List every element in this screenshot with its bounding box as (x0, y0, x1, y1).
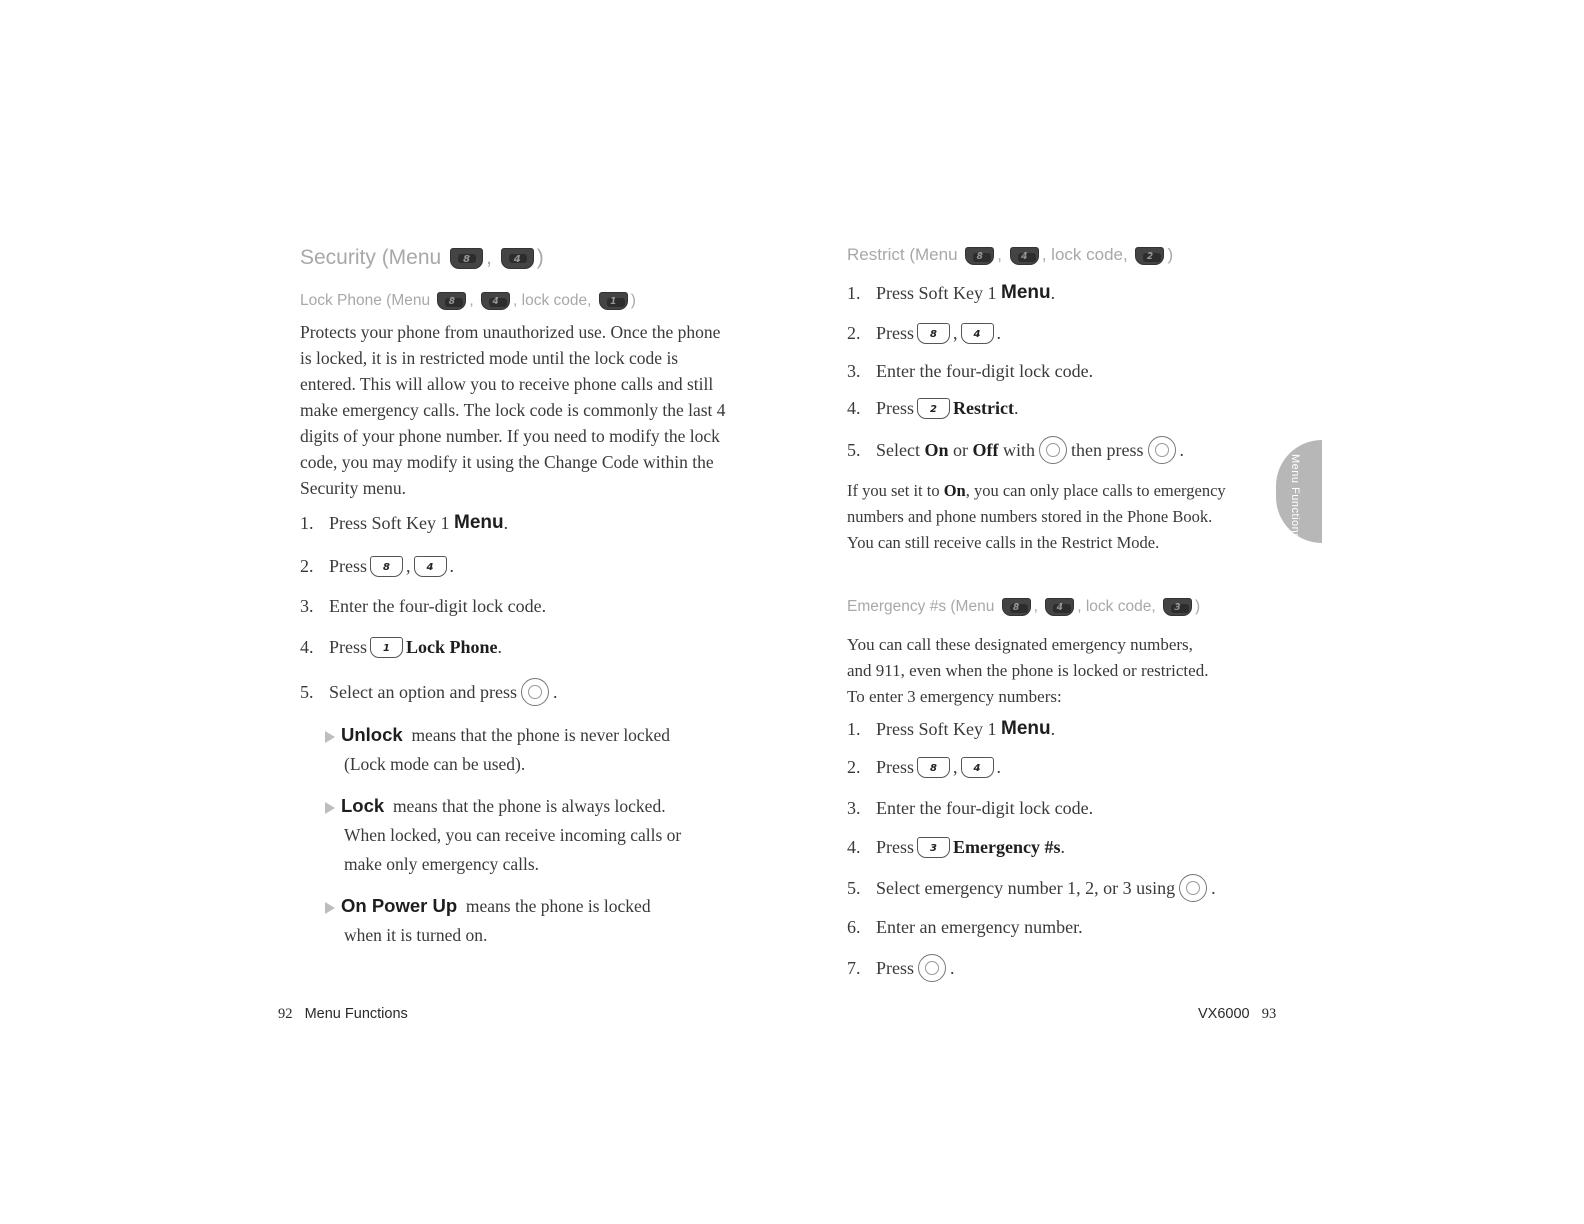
step-text: Press (876, 323, 915, 343)
step-text: Select (876, 439, 920, 460)
period: . (950, 957, 955, 978)
step-text: Select an option and press (329, 681, 517, 702)
menu-label: Menu (1001, 282, 1051, 303)
note-text: You can still receive calls in the Restrict Mode. (847, 533, 1160, 552)
footer-right (1198, 1006, 1276, 1023)
step-number: 1. (300, 512, 314, 533)
emergency-step-3 (847, 798, 1093, 819)
key-4-icon: 4 (501, 248, 534, 269)
off-label: Off (972, 439, 999, 460)
option-label: Lock (341, 795, 385, 816)
option-lock (325, 791, 745, 879)
period: . (1211, 877, 1216, 898)
restrict-step-1 (847, 282, 1055, 304)
emergency-step-1 (847, 718, 1055, 740)
key-8-icon: 8 (917, 757, 950, 778)
footer-left (278, 1006, 408, 1023)
period: . (996, 323, 1002, 343)
menu-label: Menu (1001, 718, 1051, 739)
emergency-step-4 (847, 837, 1065, 858)
sep: , (997, 245, 1002, 264)
step-number: 4. (847, 398, 861, 418)
restrict-note (847, 478, 1287, 556)
step-number: 5. (300, 681, 314, 702)
emergency-step-6 (847, 917, 1083, 938)
ok-key-icon (918, 954, 946, 982)
step-text: Select emergency number 1, 2, or 3 using (876, 877, 1176, 898)
lock-phone-title: Lock Phone (Menu (300, 292, 431, 310)
lock-step-2 (300, 556, 454, 577)
key-4-icon: 4 (961, 323, 994, 344)
emergency-step-5 (847, 874, 1216, 902)
bullet-arrow-icon (325, 902, 335, 914)
step-number: 3. (847, 798, 861, 818)
ok-key-icon (1148, 436, 1176, 464)
key-4-icon: 4 (961, 757, 994, 778)
lock-phone-heading (300, 292, 636, 310)
period: . (449, 556, 455, 576)
emergency-step-2 (847, 757, 1001, 778)
restrict-step-2 (847, 323, 1001, 344)
period: . (1060, 837, 1065, 857)
key-1-icon: 1 (370, 637, 403, 658)
step-text: Press Soft Key 1 (329, 512, 450, 533)
lock-step-3 (300, 596, 546, 617)
emergency-step-7 (847, 954, 955, 982)
close: ) (1167, 245, 1174, 264)
key-8-icon: 8 (917, 323, 950, 344)
option-label: On Power Up (341, 895, 458, 916)
period: . (1179, 439, 1184, 460)
close: ) (1194, 598, 1201, 616)
then-text: then press (1071, 439, 1144, 460)
period: . (1013, 398, 1019, 418)
step-text: Enter the four-digit lock code. (876, 798, 1094, 818)
step-text: Press (876, 757, 915, 777)
step-text: Press (876, 957, 915, 978)
period: . (1050, 718, 1056, 739)
bullet-arrow-icon (325, 802, 335, 814)
sep: , (953, 757, 958, 777)
option-label: Unlock (341, 724, 403, 745)
key-8-icon: 8 (370, 556, 403, 577)
key-4-icon: 4 (414, 556, 447, 577)
step-number: 4. (300, 637, 314, 657)
key-8-icon: 8 (1002, 598, 1031, 616)
lock-step-5 (300, 678, 557, 706)
key-3-icon: 3 (917, 837, 950, 858)
option-on-power-up (325, 891, 745, 950)
lock-phone-label: Lock Phone (406, 637, 498, 657)
emergency-title: Emergency #s (Menu (847, 598, 995, 616)
option-text: (Lock mode can be used). (344, 754, 526, 774)
note-text: , you can only place calls to emergency (965, 481, 1226, 500)
emergency-label: Emergency #s (953, 837, 1061, 857)
step-text: Press (329, 556, 368, 576)
option-text: means that the phone is never locked (411, 725, 670, 745)
security-heading (300, 246, 544, 270)
key-1-icon: 1 (599, 292, 628, 310)
step-text: Enter the four-digit lock code. (876, 361, 1094, 381)
intro-text: and 911, even when the phone is locked or restricted. (847, 661, 1209, 680)
key-4-icon: 4 (481, 292, 510, 310)
option-text: when it is turned on. (344, 925, 488, 945)
restrict-label: Restrict (953, 398, 1014, 418)
sep: , lock code, (1077, 598, 1156, 616)
restrict-step-4 (847, 398, 1018, 419)
sep: , (1033, 598, 1038, 616)
sep: , lock code, (513, 292, 592, 310)
step-text: Press (329, 637, 368, 657)
key-8-icon: 8 (965, 247, 994, 265)
footer-label: Menu Functions (304, 1006, 408, 1022)
sep: , (406, 556, 411, 576)
page-number: 92 (278, 1006, 293, 1022)
key-4-icon: 4 (1045, 598, 1074, 616)
period: . (1050, 282, 1056, 303)
period: . (552, 681, 558, 702)
step-text: Press Soft Key 1 (876, 718, 997, 739)
option-text: When locked, you can receive incoming calls or (344, 825, 682, 845)
emergency-intro (847, 632, 1297, 710)
step-text: Enter an emergency number. (876, 917, 1083, 937)
key-3-icon: 3 (1163, 598, 1192, 616)
period: . (996, 757, 1002, 777)
comma: , (486, 246, 492, 269)
on-label: On (924, 439, 949, 460)
option-text: means the phone is locked (465, 896, 651, 916)
step-number: 5. (847, 877, 861, 898)
lock-step-1 (300, 512, 508, 534)
step-number: 2. (300, 556, 314, 576)
step-number: 6. (847, 917, 861, 937)
step-number: 5. (847, 439, 861, 460)
intro-text: You can call these designated emergency numbers, (847, 635, 1193, 654)
step-text: Press (876, 837, 915, 857)
note-text: If you set it to (847, 481, 940, 500)
emergency-heading (847, 598, 1200, 616)
menu-label: Menu (454, 512, 504, 533)
step-number: 3. (300, 596, 314, 616)
page-number: 93 (1261, 1006, 1277, 1022)
lock-phone-description: Protects your phone from unauthorized use. Once the phone is locked, it is in restricted mode until the lock code is entered. This will allow you to receive phone calls and still make emergency calls. The lock code is commonly the last 4 digits of your phone number. If you need to modify the lock code, you may modify it using the Change Code within the Security menu. (300, 322, 726, 498)
option-unlock (325, 720, 745, 779)
nav-key-icon (1039, 436, 1067, 464)
sep: , (469, 292, 474, 310)
step-text: Press (876, 398, 915, 418)
restrict-heading (847, 245, 1173, 265)
option-text: means that the phone is always locked. (392, 796, 666, 816)
nav-key-icon (1179, 874, 1207, 902)
ok-key-icon (521, 678, 549, 706)
security-title: Security (Menu (300, 246, 442, 269)
restrict-title: Restrict (Menu (847, 245, 958, 264)
step-text: Press Soft Key 1 (876, 282, 997, 303)
key-8-icon: 8 (450, 248, 483, 269)
key-4-icon: 4 (1010, 247, 1039, 265)
key-8-icon: 8 (437, 292, 466, 310)
lock-step-4 (300, 637, 502, 658)
step-number: 1. (847, 718, 861, 739)
security-close: ) (536, 246, 544, 269)
period: . (503, 512, 509, 533)
note-text: numbers and phone numbers stored in the Phone Book. (847, 507, 1213, 526)
bullet-arrow-icon (325, 731, 335, 743)
step-number: 4. (847, 837, 861, 857)
step-number: 3. (847, 361, 861, 381)
step-number: 2. (847, 323, 861, 343)
key-2-icon: 2 (1135, 247, 1164, 265)
side-tab-label: Menu Functions (1289, 454, 1301, 540)
sep: , lock code, (1041, 245, 1128, 264)
sep: , (953, 323, 958, 343)
key-2-icon: 2 (917, 398, 950, 419)
restrict-step-3 (847, 361, 1093, 382)
or-text: or (953, 439, 968, 460)
on-label: On (943, 481, 966, 500)
intro-text: To enter 3 emergency numbers: (847, 687, 1062, 706)
restrict-step-5 (847, 436, 1184, 464)
close: ) (630, 292, 636, 310)
step-number: 2. (847, 757, 861, 777)
step-number: 1. (847, 282, 861, 303)
footer-label: VX6000 (1198, 1006, 1250, 1022)
with-text: with (1003, 439, 1036, 460)
step-text: Enter the four-digit lock code. (329, 596, 547, 616)
period: . (497, 637, 503, 657)
step-number: 7. (847, 957, 861, 978)
option-text: make only emergency calls. (344, 854, 540, 874)
